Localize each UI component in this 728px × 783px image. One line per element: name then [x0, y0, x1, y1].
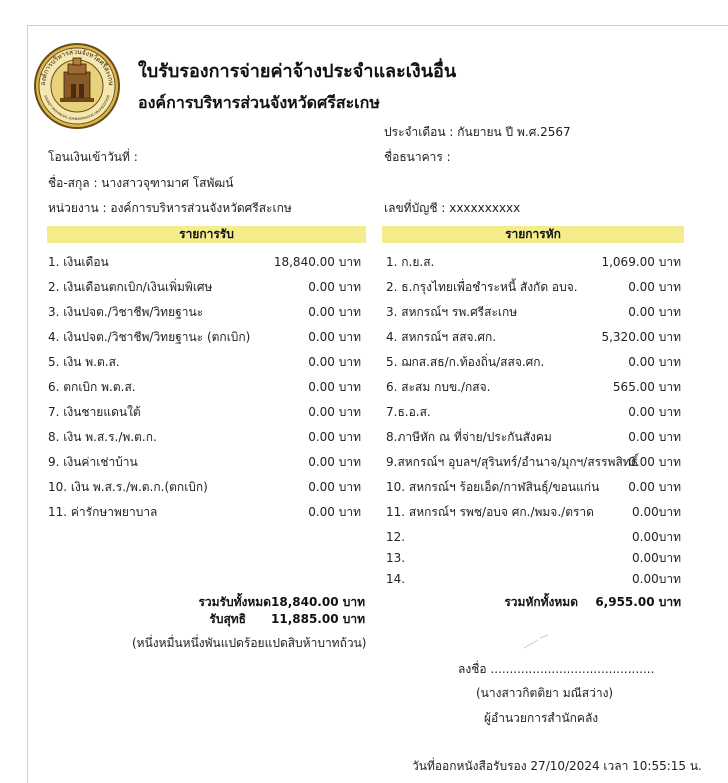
- paper-edge-left: [27, 25, 28, 783]
- deduction-label: 7.ธ.อ.ส.: [386, 405, 431, 419]
- bank-name: ชื่อธนาคาร :: [384, 150, 451, 164]
- provincial-seal-icon: [33, 42, 121, 130]
- income-label: 1. เงินเดือน: [48, 255, 109, 269]
- deduction-value: 0.00บาท: [632, 530, 681, 544]
- deduction-label: 6. สะสม กบข./กสจ.: [386, 380, 491, 394]
- deduction-value: 565.00 บาท: [612, 380, 681, 394]
- issue-timestamp: วันที่ออกหนังสือรับรอง 27/10/2024 เวลา 10:55:15 น.: [412, 759, 702, 773]
- deduction-label: 8.ภาษีหัก ณ ที่จ่าย/ประกันสังคม: [386, 430, 552, 444]
- net-pay-label: รับสุทธิ: [209, 612, 246, 626]
- deduction-label: 14.: [386, 572, 406, 586]
- income-label: 10. เงิน พ.ส.ร./พ.ต.ก.(ตกเบิก): [48, 480, 208, 494]
- employee-name: ชื่อ-สกุล : นางสาวจุฑามาศ โสพัฒน์: [48, 176, 234, 190]
- income-value: 0.00 บาท: [308, 480, 361, 494]
- deduction-value: 0.00 บาท: [628, 430, 681, 444]
- deduction-total-value: 6,955.00 บาท: [595, 595, 681, 609]
- signer-name: (นางสาวกิตติยา มณีสว่าง): [476, 686, 614, 700]
- deduction-value: 0.00บาท: [632, 551, 681, 565]
- income-value: 0.00 บาท: [308, 355, 361, 369]
- deduction-label: 2. ธ.กรุงไทยเพื่อชำระหนี้ สังกัด อบจ.: [386, 280, 578, 294]
- seal-text-en: SISAKET PROVINCIAL ADMINISTRATIVE ORGANIZATION: [43, 94, 111, 122]
- income-value: 0.00 บาท: [308, 305, 361, 319]
- deduction-label: 5. ฌกส.สธ/ก.ท้องถิ่น/สสจ.ศก.: [386, 355, 545, 369]
- income-value: 0.00 บาท: [308, 380, 361, 394]
- deduction-total-label: รวมหักทั้งหมด: [504, 595, 578, 609]
- income-value: 0.00 บาท: [308, 430, 361, 444]
- income-label: 4. เงินปจต./วิชาชีพ/วิทยฐานะ (ตกเบิก): [48, 330, 251, 344]
- income-label: 5. เงิน พ.ต.ส.: [48, 355, 120, 369]
- income-value: 0.00 บาท: [308, 505, 361, 519]
- income-total-value: 18,840.00 บาท: [271, 595, 366, 609]
- income-value: 0.00 บาท: [308, 280, 361, 294]
- deduction-value: 0.00 บาท: [628, 280, 681, 294]
- signature-line: ลงชื่อ ...........................................: [458, 662, 655, 676]
- deduction-label: 10. สหกรณ์ฯ ร้อยเอ็ด/กาฬสินธุ์/ขอนแก่น: [386, 480, 600, 494]
- department: หน่วยงาน : องค์การบริหารส่วนจังหวัดศรีสะเกษ: [48, 201, 292, 215]
- income-header: รายการรับ: [47, 226, 366, 243]
- income-value: 0.00 บาท: [308, 330, 361, 344]
- income-value: 0.00 บาท: [308, 455, 361, 469]
- deduction-value: 1,069.00 บาท: [601, 255, 681, 269]
- deduction-value: 0.00บาท: [632, 572, 681, 586]
- income-label: 3. เงินปจต./วิชาชีพ/วิทยฐานะ: [48, 305, 204, 319]
- deduction-value: 0.00 บาท: [628, 355, 681, 369]
- net-pay-words: (หนึ่งหมื่นหนึ่งพันแปดร้อยแปดสิบห้าบาทถ้วน): [132, 636, 367, 650]
- income-label: 11. ค่ารักษาพยาบาล: [48, 505, 158, 519]
- income-value: 0.00 บาท: [308, 405, 361, 419]
- income-total-label: รวมรับทั้งหมด: [198, 595, 271, 609]
- deduction-value: 0.00 บาท: [628, 455, 681, 469]
- seal-text: องค์การบริหารส่วนจังหวัดศรีสะเกษ: [38, 47, 116, 86]
- account-number: เลขที่บัญชี : xxxxxxxxxx: [384, 201, 521, 215]
- deduction-value: 0.00 บาท: [628, 305, 681, 319]
- deduction-value: 0.00บาท: [632, 505, 681, 519]
- transfer-date: โอนเงินเข้าวันที่ :: [48, 150, 138, 164]
- income-label: 2. เงินเดือนตกเบิก/เงินเพิ่มพิเศษ: [48, 280, 213, 294]
- income-value: 18,840.00 บาท: [273, 255, 361, 269]
- document-title: ใบรับรองการจ่ายค่าจ้างประจำและเงินอื่น: [138, 61, 457, 82]
- deduction-label: 12.: [386, 530, 406, 544]
- organization-name: องค์การบริหารส่วนจังหวัดศรีสะเกษ: [138, 93, 380, 112]
- income-label: 9. เงินค่าเช่าบ้าน: [48, 455, 138, 469]
- signer-position: ผู้อำนวยการสำนักคลัง: [484, 711, 599, 725]
- signature-mark-icon: [522, 632, 552, 652]
- deduction-value: 5,320.00 บาท: [601, 330, 681, 344]
- income-label: 6. ตกเบิก พ.ต.ส.: [48, 380, 136, 394]
- deduction-label: 1. ก.ย.ส.: [386, 255, 435, 269]
- deduction-header: รายการหัก: [382, 226, 684, 243]
- deduction-label: 4. สหกรณ์ฯ สสจ.ศก.: [386, 330, 497, 344]
- deduction-label: 3. สหกรณ์ฯ รพ.ศรีสะเกษ: [386, 305, 518, 319]
- deduction-value: 0.00 บาท: [628, 480, 681, 494]
- pay-period: ประจำเดือน : กันยายน ปี พ.ศ.2567: [384, 125, 571, 139]
- deduction-label: 9.สหกรณ์ฯ อุบลฯ/สุรินทร์/อำนาจ/มุกฯ/สรรพสิทธิ์: [386, 455, 639, 469]
- net-pay-value: 11,885.00 บาท: [271, 612, 366, 626]
- deduction-label: 13.: [386, 551, 406, 565]
- deduction-value: 0.00 บาท: [628, 405, 681, 419]
- income-label: 7. เงินชายแดนใต้: [48, 405, 141, 419]
- paper-edge-top: [27, 25, 728, 26]
- income-label: 8. เงิน พ.ส.ร./พ.ต.ก.: [48, 430, 157, 444]
- deduction-label: 11. สหกรณ์ฯ รพช/อบจ ศก./พมจ./ตราด: [386, 505, 594, 519]
